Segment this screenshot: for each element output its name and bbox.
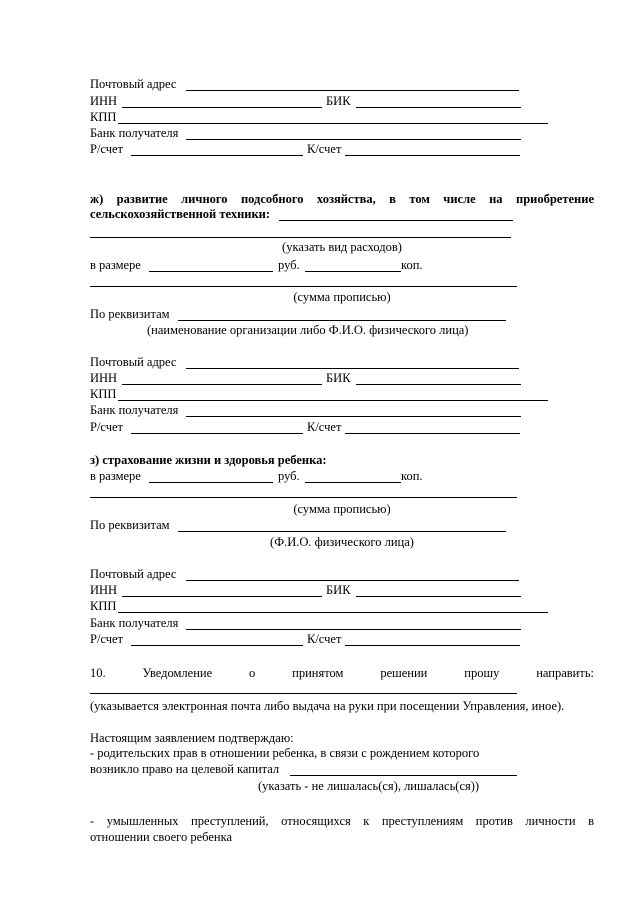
requisites-field[interactable] xyxy=(178,531,506,532)
amount-rub-field[interactable] xyxy=(149,482,273,483)
section-zh-heading-line2: сельскохозяйственной техники: xyxy=(90,207,271,221)
bik-field[interactable] xyxy=(356,384,521,385)
notice-line xyxy=(90,666,594,681)
amount-kop-field[interactable] xyxy=(305,482,401,483)
kpp-field[interactable] xyxy=(118,123,548,124)
item2-word: в xyxy=(588,814,594,828)
settlement-account-label: Р/счет xyxy=(90,142,124,156)
bank-name-label: Банк получателя xyxy=(90,126,179,140)
postal-address-field[interactable] xyxy=(186,580,519,581)
notice-method-field[interactable] xyxy=(90,693,517,694)
inn-field[interactable] xyxy=(122,384,322,385)
parental-rights-field[interactable] xyxy=(290,775,517,776)
amount-kop-field[interactable] xyxy=(305,271,401,272)
amount-rub-field[interactable] xyxy=(149,271,273,272)
notice-word: принятом xyxy=(292,666,344,680)
confirm-item1-line1: - родительских прав в отношении ребенка, в связи с рождением которого xyxy=(90,746,480,760)
item2-word: преступлениям xyxy=(381,814,464,828)
section-z-heading: з) страхование жизни и здоровья ребенка: xyxy=(90,453,327,467)
expense-type-field[interactable] xyxy=(279,220,513,221)
bik-label: БИК xyxy=(326,94,351,108)
settlement-account-field[interactable] xyxy=(131,433,303,434)
notice-word: о xyxy=(249,666,256,680)
notice-word: направить: xyxy=(536,666,594,680)
postal-address-field[interactable] xyxy=(186,90,519,91)
postal-address-label: Почтовый адрес xyxy=(90,355,177,369)
kpp-field[interactable] xyxy=(118,400,548,401)
item2-word: - xyxy=(90,814,95,828)
notice-word: решении xyxy=(380,666,428,680)
corr-account-label: К/счет xyxy=(307,632,342,646)
settlement-account-field[interactable] xyxy=(131,645,303,646)
inn-field[interactable] xyxy=(122,596,322,597)
postal-address-field[interactable] xyxy=(186,368,519,369)
requisites-label: По реквизитам xyxy=(90,307,170,321)
postal-address-label: Почтовый адрес xyxy=(90,77,177,91)
expense-type-hint: (указать вид расходов) xyxy=(282,240,402,254)
confirm-item2-line1 xyxy=(90,814,594,829)
settlement-account-field[interactable] xyxy=(131,155,303,156)
notice-word: 10. xyxy=(90,666,106,680)
kop-label: коп. xyxy=(401,258,423,272)
person-name-hint: (Ф.И.О. физического лица) xyxy=(270,535,414,549)
bik-field[interactable] xyxy=(356,596,521,597)
item2-word: умышленных xyxy=(106,814,179,828)
bank-name-label: Банк получателя xyxy=(90,403,179,417)
notice-word: Уведомление xyxy=(142,666,213,680)
confirm-intro: Настоящим заявлением подтверждаю: xyxy=(90,731,294,745)
corr-account-label: К/счет xyxy=(307,142,342,156)
settlement-account-label: Р/счет xyxy=(90,420,124,434)
amount-label: в размере xyxy=(90,469,141,483)
sum-words-hint: (сумма прописью) xyxy=(293,502,391,516)
bik-label: БИК xyxy=(326,371,351,385)
notice-word: прошу xyxy=(464,666,500,680)
postal-address-label: Почтовый адрес xyxy=(90,567,177,581)
kpp-field[interactable] xyxy=(118,612,548,613)
kpp-label: КПП xyxy=(90,110,117,124)
corr-account-field[interactable] xyxy=(345,645,520,646)
sum-words-field[interactable] xyxy=(90,497,517,498)
kpp-label: КПП xyxy=(90,387,117,401)
settlement-account-label: Р/счет xyxy=(90,632,124,646)
amount-label: в размере xyxy=(90,258,141,272)
kpp-label: КПП xyxy=(90,599,117,613)
inn-field[interactable] xyxy=(122,107,322,108)
inn-label: ИНН xyxy=(90,583,118,597)
sum-words-hint: (сумма прописью) xyxy=(293,290,391,304)
section-zh-heading-line1: ж) развитие личного подсобного хозяйства, в том числе на приобретение xyxy=(90,192,594,206)
confirm-item2-line2: отношении своего ребенка xyxy=(90,830,233,844)
requisites-field[interactable] xyxy=(178,320,506,321)
expense-type-field-line2[interactable] xyxy=(90,237,511,238)
bank-name-field[interactable] xyxy=(186,629,521,630)
item2-word: относящихся xyxy=(281,814,351,828)
bik-label: БИК xyxy=(326,583,351,597)
item2-word: к xyxy=(363,814,370,828)
kop-label: коп. xyxy=(401,469,423,483)
bank-name-field[interactable] xyxy=(186,416,521,417)
corr-account-field[interactable] xyxy=(345,155,520,156)
bank-name-label: Банк получателя xyxy=(90,616,179,630)
confirm-item1-line2: возникло право на целевой капитал xyxy=(90,762,280,776)
notice-method-hint: (указывается электронная почта либо выдача на руки при посещении Управления, иное). xyxy=(90,699,565,713)
rub-label: руб. xyxy=(278,469,300,483)
org-name-hint: (наименование организации либо Ф.И.О. физического лица) xyxy=(147,323,469,337)
rub-label: руб. xyxy=(278,258,300,272)
parental-rights-hint: (указать - не лишалась(ся), лишалась(ся)) xyxy=(258,779,480,793)
item2-word: против xyxy=(475,814,513,828)
item2-word: преступлений, xyxy=(191,814,269,828)
inn-label: ИНН xyxy=(90,371,118,385)
corr-account-field[interactable] xyxy=(345,433,520,434)
bank-name-field[interactable] xyxy=(186,139,521,140)
inn-label: ИНН xyxy=(90,94,118,108)
corr-account-label: К/счет xyxy=(307,420,342,434)
sum-words-field[interactable] xyxy=(90,286,517,287)
item2-word: личности xyxy=(525,814,576,828)
requisites-label: По реквизитам xyxy=(90,518,170,532)
bik-field[interactable] xyxy=(356,107,521,108)
